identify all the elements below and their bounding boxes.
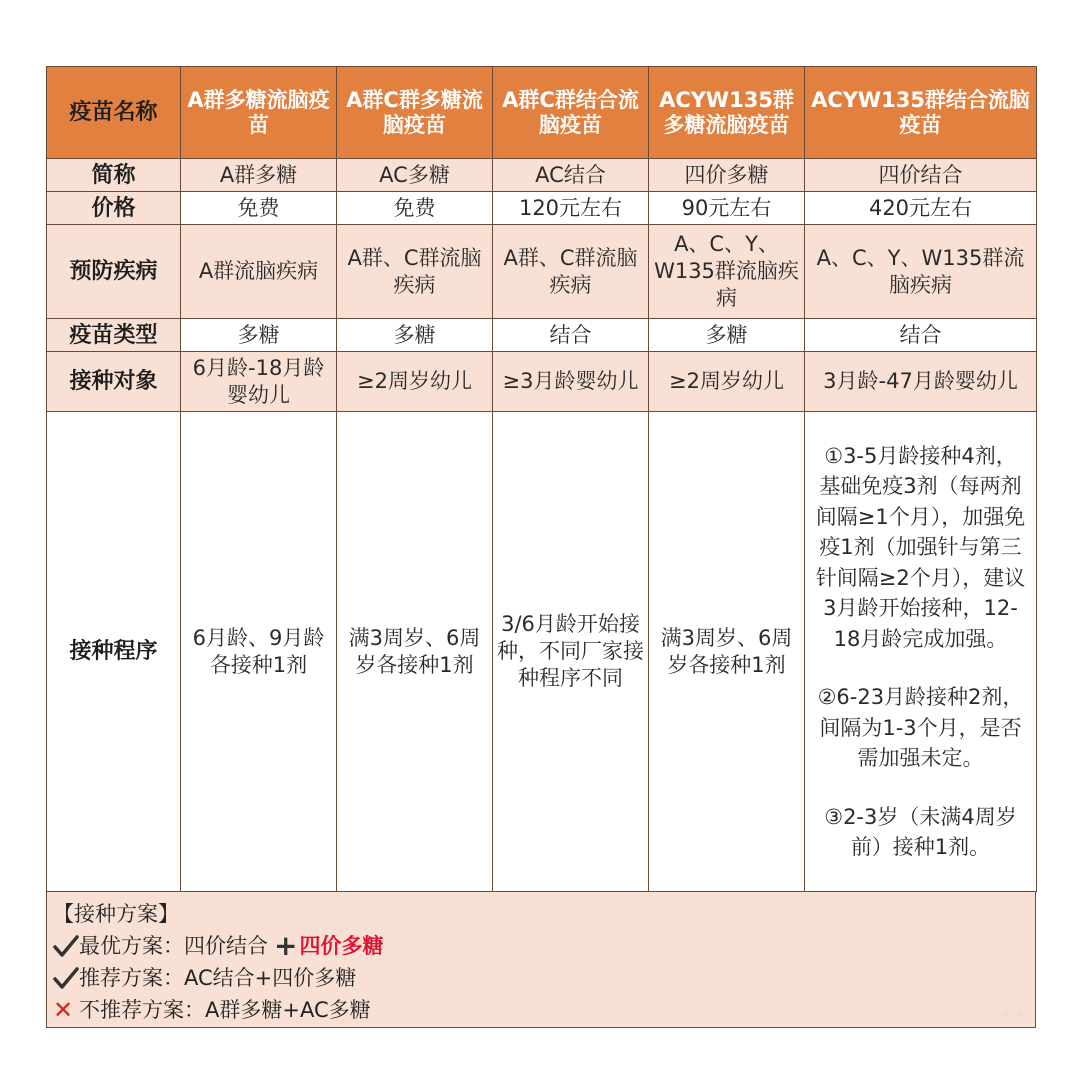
table-cell: AC结合	[493, 159, 649, 192]
table-cell: A群、C群流脑疾病	[337, 225, 493, 319]
table-cell: 满3周岁、6周岁各接种1剂	[649, 412, 805, 892]
table-cell: 结合	[493, 319, 649, 352]
table-cell: 免费	[337, 192, 493, 225]
vaccination-plans	[46, 892, 1036, 1028]
table-cell: ≥3月龄婴幼儿	[493, 352, 649, 412]
table-cell: 免费	[181, 192, 337, 225]
row-vaccine-type	[47, 319, 1037, 352]
table-cell: 90元左右	[649, 192, 805, 225]
plan-not-recommended	[53, 994, 1027, 1026]
table-cell: 四价多糖	[649, 159, 805, 192]
row-schedule	[47, 412, 1037, 892]
row-label: 简称	[47, 159, 181, 192]
plan-best	[53, 930, 1027, 962]
schedule-paragraph: ②6-23月龄接种2剂，间隔为1-3个月，是否需加强未定。	[817, 685, 1024, 770]
schedule-paragraph: ①3-5月龄接种4剂，基础免疫3剂（每两剂间隔≥1个月），加强免疫1剂（加强针与第三针间隔≥2个月），建议3月龄开始接种，12-18月龄完成加强。	[815, 443, 1026, 651]
table-cell: A群多糖	[181, 159, 337, 192]
header-cell: A群C群结合流脑疫苗	[493, 67, 649, 159]
header-row	[47, 67, 1037, 159]
table-cell: ≥2周岁幼儿	[337, 352, 493, 412]
table-cell: 多糖	[337, 319, 493, 352]
row-price	[47, 192, 1037, 225]
row-label: 价格	[47, 192, 181, 225]
table-cell: AC多糖	[337, 159, 493, 192]
header-cell: ACYW135群多糖流脑疫苗	[649, 67, 805, 159]
table-cell: 结合	[805, 319, 1037, 352]
row-label: 疫苗类型	[47, 319, 181, 352]
schedule-conjugate-cell	[805, 412, 1037, 892]
cross-icon: ✕	[53, 996, 74, 1024]
plan-best-extra: 四价多糖	[299, 934, 384, 958]
table-cell: 6月龄-18月龄婴幼儿	[181, 352, 337, 412]
table-cell: 满3周岁、6周岁各接种1剂	[337, 412, 493, 892]
vaccine-comparison-sheet	[46, 66, 1036, 1028]
table-cell: 多糖	[181, 319, 337, 352]
row-label: 接种对象	[47, 352, 181, 412]
plan-recommended-label: 推荐方案：AC结合+四价多糖	[79, 966, 357, 990]
check-icon	[53, 966, 79, 990]
plans-title: 【接种方案】	[53, 902, 179, 926]
header-cell: A群多糖流脑疫苗	[181, 67, 337, 159]
header-cell: A群C群多糖流脑疫苗	[337, 67, 493, 159]
table-cell: 多糖	[649, 319, 805, 352]
header-cell-vaccine-name: 疫苗名称	[47, 67, 181, 159]
row-abbreviation	[47, 159, 1037, 192]
table-cell: 6月龄、9月龄各接种1剂	[181, 412, 337, 892]
table-cell: 3月龄-47月龄婴幼儿	[805, 352, 1037, 412]
plan-best-label: 最优方案：四价结合	[79, 934, 268, 958]
table-cell: ≥2周岁幼儿	[649, 352, 805, 412]
plus-icon: +	[274, 929, 298, 962]
schedule-paragraph: ③2-3岁（未满4周岁前）接种1剂。	[824, 804, 1017, 859]
row-prevented-disease	[47, 225, 1037, 319]
plan-recommended	[53, 962, 1027, 994]
watermark-icon: ◦ ◦	[1001, 1004, 1025, 1023]
plan-not-recommended-label: 不推荐方案：A群多糖+AC多糖	[79, 998, 371, 1022]
row-target-group	[47, 352, 1037, 412]
check-icon	[53, 934, 79, 958]
table-cell: A群流脑疾病	[181, 225, 337, 319]
table-cell: 四价结合	[805, 159, 1037, 192]
row-label: 接种程序	[47, 412, 181, 892]
table-cell: 120元左右	[493, 192, 649, 225]
table-cell: A、C、Y、W135群流脑疾病	[649, 225, 805, 319]
row-label: 预防疾病	[47, 225, 181, 319]
table-cell: 3/6月龄开始接种，不同厂家接种程序不同	[493, 412, 649, 892]
header-cell: ACYW135群结合流脑疫苗	[805, 67, 1037, 159]
table-cell: A、C、Y、W135群流脑疾病	[805, 225, 1037, 319]
table-cell: A群、C群流脑疾病	[493, 225, 649, 319]
table-cell: 420元左右	[805, 192, 1037, 225]
vaccine-table	[46, 66, 1037, 892]
